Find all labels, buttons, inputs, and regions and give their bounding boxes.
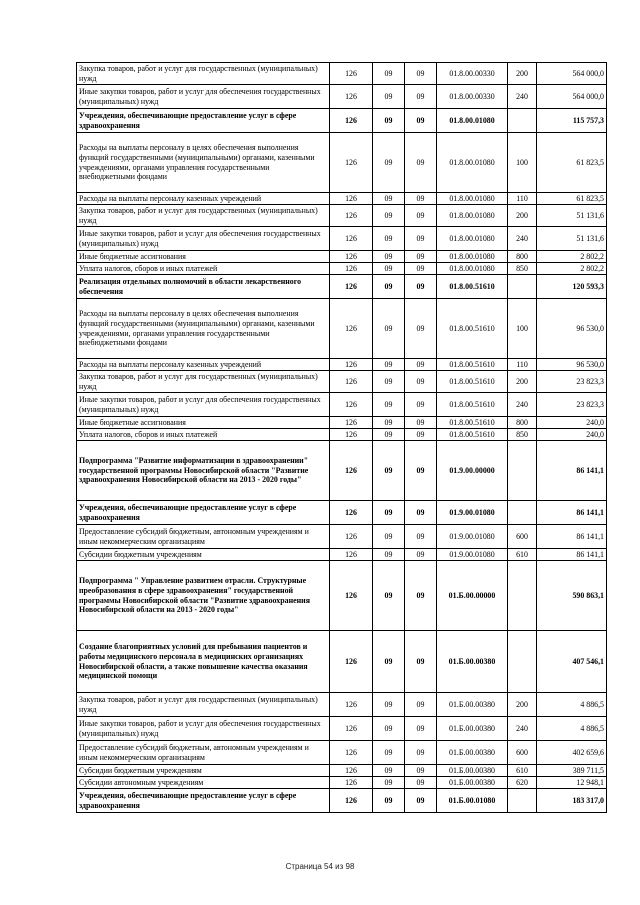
row-name: Предоставление субсидий бюджетным, автономным учреждениям и иным некоммерческим организациям (77, 525, 330, 549)
row-csr: 01.Б.00.00380 (437, 693, 508, 717)
row-ved: 126 (330, 227, 373, 251)
row-name: Иные закупки товаров, работ и услуг для обеспечения государственных (муниципальных) нужд (77, 393, 330, 417)
row-name: Закупка товаров, работ и услуг для государственных (муниципальных) нужд (77, 371, 330, 393)
row-vr: 100 (508, 133, 537, 193)
row-sum: 183 317,0 (537, 789, 607, 813)
table-row (77, 109, 607, 133)
row-pr: 09 (405, 251, 437, 263)
row-pr: 09 (405, 549, 437, 561)
table-row (77, 63, 607, 85)
row-pr: 09 (405, 777, 437, 789)
row-pr: 09 (405, 693, 437, 717)
row-csr: 01.8.00.01080 (437, 251, 508, 263)
row-rz: 09 (373, 227, 405, 251)
row-vr: 110 (508, 193, 537, 205)
row-rz: 09 (373, 263, 405, 275)
row-rz: 09 (373, 501, 405, 525)
row-csr: 01.8.00.01080 (437, 133, 508, 193)
row-sum: 61 823,5 (537, 193, 607, 205)
row-vr: 240 (508, 717, 537, 741)
table-row (77, 205, 607, 227)
row-ved: 126 (330, 631, 373, 693)
table-row (77, 227, 607, 251)
row-vr: 850 (508, 429, 537, 441)
row-vr: 800 (508, 251, 537, 263)
row-sum: 115 757,3 (537, 109, 607, 133)
table-row (77, 193, 607, 205)
row-name: Субсидии автономным учреждениям (77, 777, 330, 789)
table-row (77, 693, 607, 717)
row-name: Иные закупки товаров, работ и услуг для обеспечения государственных (муниципальных) нужд (77, 717, 330, 741)
row-ved: 126 (330, 441, 373, 501)
row-vr (508, 275, 537, 299)
row-ved: 126 (330, 85, 373, 109)
row-rz: 09 (373, 359, 405, 371)
row-csr: 01.Б.00.00380 (437, 631, 508, 693)
row-rz: 09 (373, 429, 405, 441)
row-rz: 09 (373, 275, 405, 299)
row-sum: 407 546,1 (537, 631, 607, 693)
page-footer: Страница 54 из 98 (285, 862, 355, 871)
row-sum: 2 802,2 (537, 251, 607, 263)
row-csr: 01.Б.00.00380 (437, 765, 508, 777)
row-rz: 09 (373, 525, 405, 549)
row-pr: 09 (405, 227, 437, 251)
row-csr: 01.8.00.51610 (437, 359, 508, 371)
table-row (77, 765, 607, 777)
row-name: Закупка товаров, работ и услуг для государственных (муниципальных) нужд (77, 205, 330, 227)
row-sum: 96 530,0 (537, 299, 607, 359)
row-sum: 590 863,1 (537, 561, 607, 631)
row-csr: 01.8.00.00330 (437, 63, 508, 85)
table-row (77, 741, 607, 765)
row-rz: 09 (373, 109, 405, 133)
row-rz: 09 (373, 251, 405, 263)
row-rz: 09 (373, 193, 405, 205)
row-sum: 51 131,6 (537, 205, 607, 227)
row-rz: 09 (373, 789, 405, 813)
row-vr: 200 (508, 371, 537, 393)
row-rz: 09 (373, 371, 405, 393)
row-pr: 09 (405, 359, 437, 371)
row-csr: 01.8.00.01080 (437, 193, 508, 205)
row-sum: 402 659,6 (537, 741, 607, 765)
row-vr: 800 (508, 417, 537, 429)
row-name: Расходы на выплаты персоналу в целях обеспечения выполнения функций государственными (муниципальными) органами, казенными учреждениями, органами управления государственными внебюджетными фондами (77, 133, 330, 193)
row-pr: 09 (405, 417, 437, 429)
row-sum: 2 802,2 (537, 263, 607, 275)
row-name: Закупка товаров, работ и услуг для государственных (муниципальных) нужд (77, 693, 330, 717)
row-pr: 09 (405, 525, 437, 549)
row-name: Подпрограмма " Управление развитием отрасли. Структурные преобразования в сфере здравоохранения" государственной программы Новосибирской области "Развитие здравоохранения Новосибирской области на 2013 - 2020 годы" (77, 561, 330, 631)
row-ved: 126 (330, 741, 373, 765)
table-row (77, 359, 607, 371)
row-vr: 110 (508, 359, 537, 371)
row-vr: 240 (508, 393, 537, 417)
row-pr: 09 (405, 789, 437, 813)
row-pr: 09 (405, 631, 437, 693)
row-ved: 126 (330, 393, 373, 417)
row-pr: 09 (405, 133, 437, 193)
row-ved: 126 (330, 133, 373, 193)
row-csr: 01.8.00.01080 (437, 263, 508, 275)
row-rz: 09 (373, 561, 405, 631)
row-ved: 126 (330, 251, 373, 263)
row-csr: 01.8.00.51610 (437, 429, 508, 441)
row-ved: 126 (330, 359, 373, 371)
row-ved: 126 (330, 525, 373, 549)
row-vr: 240 (508, 227, 537, 251)
row-csr: 01.8.00.01080 (437, 109, 508, 133)
table-row (77, 275, 607, 299)
row-vr: 600 (508, 741, 537, 765)
row-csr: 01.Б.00.00380 (437, 717, 508, 741)
row-rz: 09 (373, 205, 405, 227)
row-rz: 09 (373, 741, 405, 765)
row-pr: 09 (405, 393, 437, 417)
table-row (77, 717, 607, 741)
row-ved: 126 (330, 205, 373, 227)
row-pr: 09 (405, 501, 437, 525)
table-row (77, 299, 607, 359)
row-name: Учреждения, обеспечивающие предоставление услуг в сфере здравоохранения (77, 501, 330, 525)
row-name: Учреждения, обеспечивающие предоставление услуг в сфере здравоохранения (77, 109, 330, 133)
row-name: Иные бюджетные ассигнования (77, 417, 330, 429)
table-row (77, 371, 607, 393)
row-sum: 240,0 (537, 417, 607, 429)
table-row (77, 85, 607, 109)
row-vr: 610 (508, 765, 537, 777)
row-name: Подпрограмма "Развитие информатизации в здравоохранении" государственной программы Новосибирской области "Развитие здравоохранения Новосибирской области на 2013 - 2020 годы" (77, 441, 330, 501)
row-pr: 09 (405, 561, 437, 631)
row-pr: 09 (405, 109, 437, 133)
table-row (77, 525, 607, 549)
row-ved: 126 (330, 263, 373, 275)
row-sum: 564 000,0 (537, 63, 607, 85)
row-rz: 09 (373, 441, 405, 501)
row-rz: 09 (373, 417, 405, 429)
row-pr: 09 (405, 85, 437, 109)
table-row (77, 549, 607, 561)
row-name: Расходы на выплаты персоналу в целях обеспечения выполнения функций государственными (муниципальными) органами, казенными учреждениями, органами управления государственными внебюджетными фондами (77, 299, 330, 359)
row-ved: 126 (330, 109, 373, 133)
row-name: Иные закупки товаров, работ и услуг для обеспечения государственных (муниципальных) нужд (77, 85, 330, 109)
row-sum: 23 823,3 (537, 371, 607, 393)
row-ved: 126 (330, 789, 373, 813)
row-vr: 200 (508, 205, 537, 227)
row-ved: 126 (330, 765, 373, 777)
row-ved: 126 (330, 417, 373, 429)
row-ved: 126 (330, 693, 373, 717)
row-name: Уплата налогов, сборов и иных платежей (77, 263, 330, 275)
row-ved: 126 (330, 371, 373, 393)
row-sum: 51 131,6 (537, 227, 607, 251)
row-name: Субсидии бюджетным учреждениям (77, 549, 330, 561)
row-vr (508, 501, 537, 525)
table-row (77, 561, 607, 631)
row-pr: 09 (405, 741, 437, 765)
table-row (77, 631, 607, 693)
row-pr: 09 (405, 371, 437, 393)
row-sum: 564 000,0 (537, 85, 607, 109)
row-pr: 09 (405, 429, 437, 441)
row-vr: 240 (508, 85, 537, 109)
table-row (77, 251, 607, 263)
row-name: Учреждения, обеспечивающие предоставление услуг в сфере здравоохранения (77, 789, 330, 813)
row-sum: 86 141,1 (537, 549, 607, 561)
row-ved: 126 (330, 63, 373, 85)
row-ved: 126 (330, 429, 373, 441)
table-row (77, 777, 607, 789)
row-rz: 09 (373, 85, 405, 109)
row-sum: 86 141,1 (537, 525, 607, 549)
row-name: Расходы на выплаты персоналу казенных учреждений (77, 359, 330, 371)
row-vr (508, 561, 537, 631)
row-pr: 09 (405, 441, 437, 501)
table-row (77, 393, 607, 417)
row-vr: 200 (508, 63, 537, 85)
row-pr: 09 (405, 717, 437, 741)
row-vr (508, 109, 537, 133)
row-ved: 126 (330, 501, 373, 525)
row-sum: 240,0 (537, 429, 607, 441)
row-ved: 126 (330, 193, 373, 205)
row-name: Закупка товаров, работ и услуг для государственных (муниципальных) нужд (77, 63, 330, 85)
table-row (77, 417, 607, 429)
row-csr: 01.Б.00.00380 (437, 777, 508, 789)
row-ved: 126 (330, 299, 373, 359)
row-csr: 01.9.00.01080 (437, 549, 508, 561)
row-csr: 01.9.00.00000 (437, 441, 508, 501)
row-sum: 23 823,3 (537, 393, 607, 417)
row-ved: 126 (330, 549, 373, 561)
row-vr: 600 (508, 525, 537, 549)
row-pr: 09 (405, 299, 437, 359)
row-pr: 09 (405, 193, 437, 205)
row-sum: 120 593,3 (537, 275, 607, 299)
row-pr: 09 (405, 765, 437, 777)
table-row (77, 441, 607, 501)
row-csr: 01.Б.00.00000 (437, 561, 508, 631)
row-rz: 09 (373, 693, 405, 717)
row-csr: 01.8.00.51610 (437, 417, 508, 429)
row-rz: 09 (373, 549, 405, 561)
row-csr: 01.8.00.51610 (437, 299, 508, 359)
row-sum: 61 823,5 (537, 133, 607, 193)
row-sum: 4 886,5 (537, 693, 607, 717)
row-rz: 09 (373, 393, 405, 417)
row-csr: 01.Б.00.01080 (437, 789, 508, 813)
row-csr: 01.8.00.51610 (437, 393, 508, 417)
row-name: Иные закупки товаров, работ и услуг для обеспечения государственных (муниципальных) нужд (77, 227, 330, 251)
table-row (77, 501, 607, 525)
row-ved: 126 (330, 561, 373, 631)
row-ved: 126 (330, 717, 373, 741)
row-vr: 620 (508, 777, 537, 789)
row-csr: 01.Б.00.00380 (437, 741, 508, 765)
row-vr: 200 (508, 693, 537, 717)
row-vr: 610 (508, 549, 537, 561)
row-sum: 4 886,5 (537, 717, 607, 741)
row-vr: 100 (508, 299, 537, 359)
row-csr: 01.9.00.01080 (437, 501, 508, 525)
row-vr (508, 441, 537, 501)
row-rz: 09 (373, 777, 405, 789)
row-csr: 01.8.00.01080 (437, 227, 508, 251)
row-pr: 09 (405, 63, 437, 85)
row-ved: 126 (330, 777, 373, 789)
row-name: Иные бюджетные ассигнования (77, 251, 330, 263)
row-rz: 09 (373, 631, 405, 693)
row-name: Создание благоприятных условий для пребывания пациентов и работы медицинского персонала в медицинских организациях Новосибирской области, а также повышение качества оказания медицинской помощи (77, 631, 330, 693)
table-row (77, 789, 607, 813)
row-pr: 09 (405, 205, 437, 227)
row-vr: 850 (508, 263, 537, 275)
row-name: Субсидии бюджетным учреждениям (77, 765, 330, 777)
row-ved: 126 (330, 275, 373, 299)
row-sum: 86 141,1 (537, 441, 607, 501)
row-pr: 09 (405, 275, 437, 299)
row-vr (508, 631, 537, 693)
table-row (77, 263, 607, 275)
row-sum: 389 711,5 (537, 765, 607, 777)
row-rz: 09 (373, 133, 405, 193)
row-rz: 09 (373, 765, 405, 777)
row-sum: 96 530,0 (537, 359, 607, 371)
row-csr: 01.8.00.00330 (437, 85, 508, 109)
row-vr (508, 789, 537, 813)
row-pr: 09 (405, 263, 437, 275)
table-row (77, 429, 607, 441)
row-rz: 09 (373, 717, 405, 741)
table-row (77, 133, 607, 193)
row-name: Расходы на выплаты персоналу казенных учреждений (77, 193, 330, 205)
row-name: Предоставление субсидий бюджетным, автономным учреждениям и иным некоммерческим организациям (77, 741, 330, 765)
row-csr: 01.8.00.01080 (437, 205, 508, 227)
row-rz: 09 (373, 63, 405, 85)
row-sum: 86 141,1 (537, 501, 607, 525)
budget-table (76, 62, 607, 813)
row-rz: 09 (373, 299, 405, 359)
row-csr: 01.8.00.51610 (437, 371, 508, 393)
row-sum: 12 948,1 (537, 777, 607, 789)
row-csr: 01.8.00.51610 (437, 275, 508, 299)
row-csr: 01.9.00.01080 (437, 525, 508, 549)
row-name: Уплата налогов, сборов и иных платежей (77, 429, 330, 441)
budget-table-body (77, 63, 607, 813)
row-name: Реализация отдельных полномочий в области лекарственного обеспечения (77, 275, 330, 299)
